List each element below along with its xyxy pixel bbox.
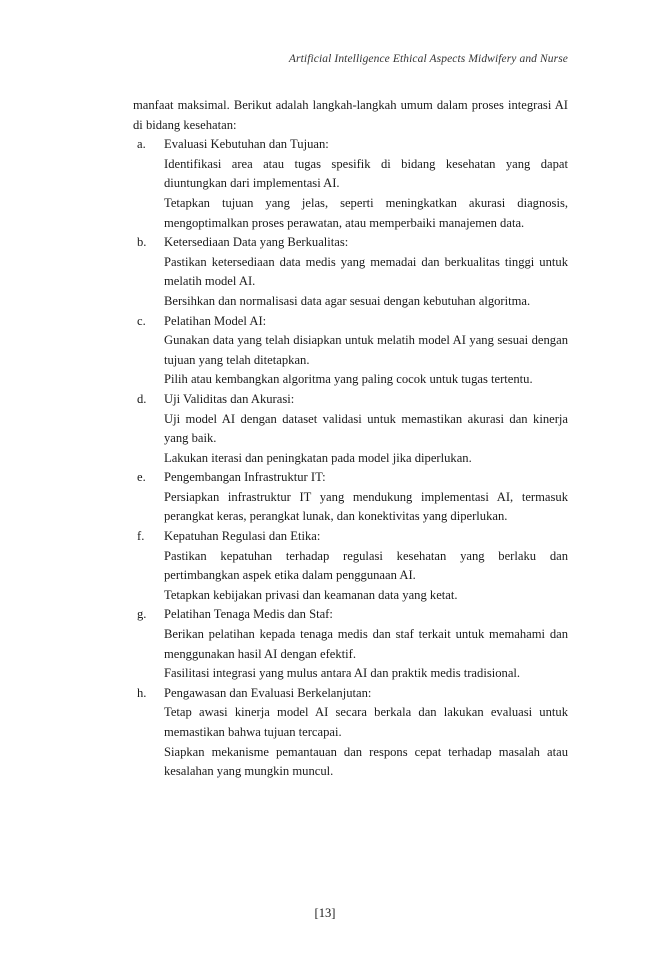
list-marker: b. — [137, 235, 147, 250]
item-paragraph: Uji model AI dengan dataset validasi untuk memastikan akurasi dan kinerja yang baik. — [164, 411, 568, 446]
item-paragraph: Pastikan kepatuhan terhadap regulasi kesehatan yang berlaku dan pertimbangkan aspek etika dalam penggunaan AI. — [164, 548, 568, 583]
item-title: Uji Validitas dan Akurasi: — [164, 391, 295, 406]
item-title: Kepatuhan Regulasi dan Etika: — [164, 529, 321, 544]
list-item — [133, 684, 568, 782]
item-title: Pelatihan Model AI: — [164, 313, 267, 328]
item-paragraph: Pastikan ketersediaan data medis yang memadai dan berkualitas tinggi untuk melatih model AI. — [164, 254, 568, 289]
page-number: [13] — [314, 906, 336, 920]
running-header: Artificial Intelligence Ethical Aspects Midwifery and Nurse — [288, 53, 568, 65]
item-title: Evaluasi Kebutuhan dan Tujuan: — [164, 137, 329, 152]
item-paragraph: Berikan pelatihan kepada tenaga medis dan staf terkait untuk memahami dan menggunakan hasil AI dengan efektif. — [164, 627, 568, 661]
list-item — [133, 390, 568, 468]
item-paragraph: Siapkan mekanisme pemantauan dan respons cepat terhadap masalah atau kesalahan yang mungkin muncul. — [164, 744, 568, 779]
item-paragraph: Fasilitasi integrasi yang mulus antara AI dan praktik medis tradisional. — [164, 666, 521, 681]
list-marker: g. — [137, 607, 147, 622]
list-item — [133, 527, 568, 605]
item-paragraph: Tetapkan kebijakan privasi dan keamanan data yang ketat. — [164, 587, 458, 602]
item-paragraph: Tetap awasi kinerja model AI secara berkala dan lakukan evaluasi untuk memastikan bahwa tujuan tercapai. — [164, 705, 568, 739]
list-item — [133, 135, 568, 233]
item-paragraph: Tetapkan tujuan yang jelas, seperti meningkatkan akurasi diagnosis, mengoptimalkan proses perawatan, atau memperbaiki manajemen data. — [164, 195, 568, 230]
item-paragraph: Pilih atau kembangkan algoritma yang paling cocok untuk tugas tertentu. — [164, 372, 533, 387]
item-title: Pengembangan Infrastruktur IT: — [164, 470, 326, 485]
list-item — [133, 605, 568, 683]
item-paragraph: Persiapkan infrastruktur IT yang mendukung implementasi AI, termasuk perangkat keras, perangkat lunak, dan konektivitas yang diperlukan. — [164, 489, 568, 524]
item-paragraph: Lakukan iterasi dan peningkatan pada model jika diperlukan. — [164, 450, 472, 465]
list-marker: f. — [137, 529, 145, 544]
list-marker: a. — [137, 137, 146, 152]
item-paragraph: Gunakan data yang telah disiapkan untuk melatih model AI yang sesuai dengan tujuan yang telah ditetapkan. — [164, 333, 568, 367]
page-body — [133, 96, 568, 782]
list-item — [133, 233, 568, 311]
intro-paragraph: manfaat maksimal. Berikut adalah langkah-langkah umum dalam proses integrasi AI di bidang kesehatan: — [133, 98, 568, 132]
list-marker: c. — [137, 313, 146, 328]
list-marker: e. — [137, 470, 146, 485]
item-title: Pelatihan Tenaga Medis dan Staf: — [164, 607, 333, 622]
list-marker: d. — [137, 391, 147, 406]
item-paragraph: Bersihkan dan normalisasi data agar sesuai dengan kebutuhan algoritma. — [164, 293, 531, 308]
item-title: Pengawasan dan Evaluasi Berkelanjutan: — [164, 685, 372, 700]
list-marker: h. — [137, 685, 147, 700]
steps-list — [133, 135, 568, 782]
list-item — [133, 468, 568, 527]
item-paragraph: Identifikasi area atau tugas spesifik di bidang kesehatan yang dapat diuntungkan dari implementasi AI. — [164, 156, 568, 191]
list-item — [133, 312, 568, 390]
item-title: Ketersediaan Data yang Berkualitas: — [164, 235, 349, 250]
